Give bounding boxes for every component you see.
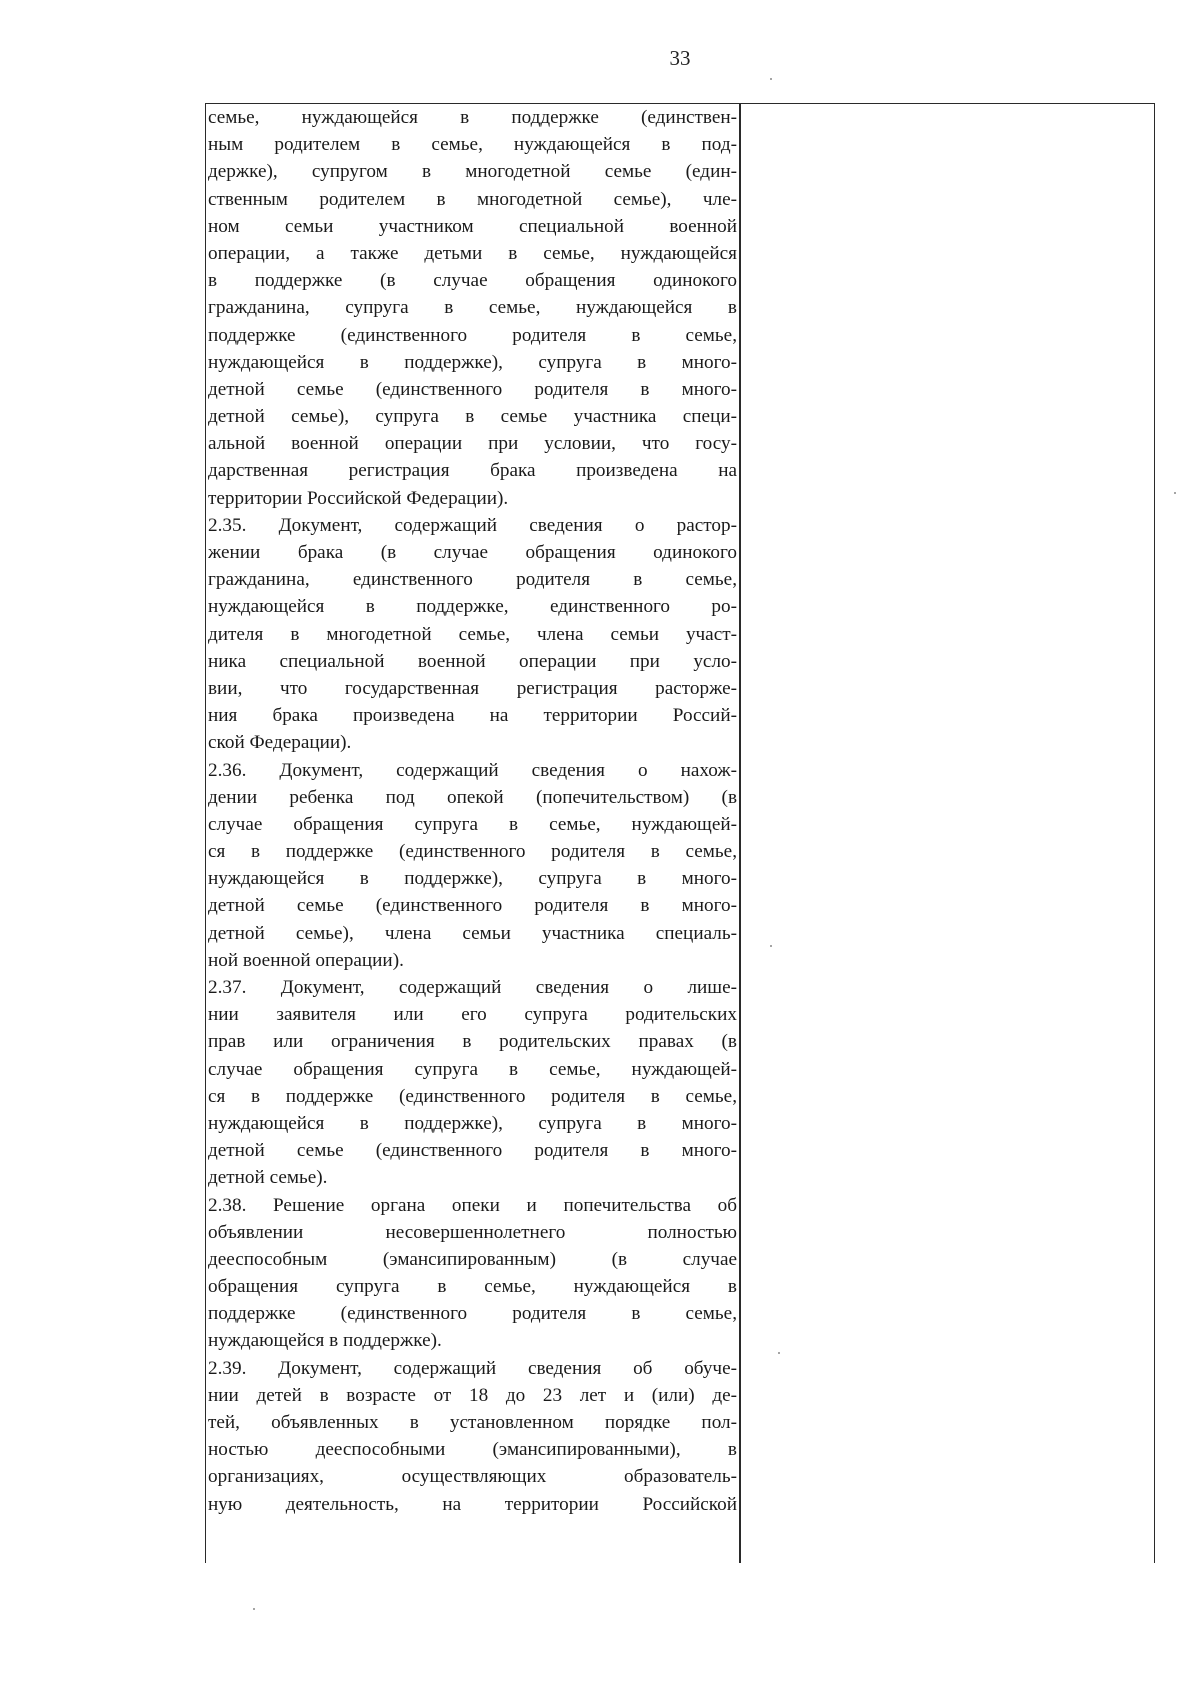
table-cell-documents <box>205 103 741 1563</box>
text-line: случае обращения супруга в семье, нуждающей- <box>208 1058 737 1080</box>
text-line: в поддержке (в случае обращения одинокого <box>208 270 737 292</box>
text-line: 2.35. Документ, содержащий сведения о растор- <box>208 514 737 536</box>
text-line: дителя в многодетной семье, члена семьи участ- <box>208 623 737 645</box>
page-number: 33 <box>669 46 691 70</box>
text-line: прав или ограничения в родительских правах (в <box>208 1031 737 1053</box>
text-line: ся в поддержке (единственного родителя в семье, <box>208 841 737 863</box>
text-line: вии, что государственная регистрация расторже- <box>208 677 737 699</box>
text-line: поддержке (единственного родителя в семье, <box>208 1303 737 1325</box>
text-line: детной семье (единственного родителя в много- <box>208 378 737 400</box>
text-line: жении брака (в случае обращения одинокого <box>208 542 737 563</box>
text-line: поддержке (единственного родителя в семье, <box>208 324 737 346</box>
requirements-table <box>205 103 1155 1563</box>
text-line: ном семьи участником специальной военной <box>208 215 737 237</box>
scan-speck <box>770 945 772 947</box>
text-line: детной семье), супруга в семье участника специ- <box>208 406 737 428</box>
text-line: ной военной операции). <box>208 949 404 971</box>
scan-speck <box>770 78 772 80</box>
text-line: территории Российской Федерации). <box>208 487 509 509</box>
text-line: нуждающейся в поддержке), супруга в много- <box>208 351 737 373</box>
text-line: гражданина, единственного родителя в семье, <box>208 569 737 591</box>
text-line: ственным родителем в многодетной семье), чле- <box>208 188 737 210</box>
text-line: семье, нуждающейся в поддержке (единствен- <box>208 107 737 128</box>
text-line: дарственная регистрация брака произведена на <box>208 460 737 482</box>
text-line: ностью дееспособными (эмансипированными), в <box>208 1439 737 1461</box>
text-line: ния брака произведена на территории Россий- <box>208 705 737 727</box>
text-line: ской Федерации). <box>208 732 352 754</box>
text-line: 2.39. Документ, содержащий сведения об обуче- <box>208 1357 737 1379</box>
text-line: детной семье (единственного родителя в много- <box>208 895 737 917</box>
text-line: нуждающейся в поддержке, единственного ро- <box>208 596 737 618</box>
text-line: ную деятельность, на территории Российской <box>208 1493 737 1515</box>
text-line: держке), супругом в многодетной семье (един- <box>208 161 737 183</box>
scan-speck <box>778 1352 780 1354</box>
cell-text <box>206 104 739 1518</box>
text-line: нуждающейся в поддержке), супруга в много- <box>208 1112 737 1134</box>
text-line: обращения супруга в семье, нуждающейся в <box>208 1276 737 1298</box>
text-line: 2.36. Документ, содержащий сведения о нахож- <box>208 759 737 781</box>
text-line: нии заявителя или его супруга родительских <box>208 1004 737 1026</box>
text-line: операции, а также детьми в семье, нуждающейся <box>208 242 737 264</box>
text-line: детной семье (единственного родителя в много- <box>208 1140 737 1162</box>
text-line: тей, объявленных в установленном порядке пол- <box>208 1412 737 1433</box>
text-line: нии детей в возрасте от 18 до 23 лет и (или) де- <box>208 1384 737 1406</box>
text-line: 2.38. Решение органа опеки и попечительства об <box>208 1194 737 1216</box>
table-cell-empty <box>741 103 1155 1563</box>
scan-speck <box>1174 492 1176 494</box>
text-line: дении ребенка под опекой (попечительством) (в <box>208 786 737 808</box>
text-line: ника специальной военной операции при усло- <box>208 650 737 672</box>
scan-speck <box>253 1608 255 1610</box>
text-line: дееспособным (эмансипированным) (в случае <box>208 1248 737 1270</box>
text-line: случае обращения супруга в семье, нуждающей- <box>208 813 737 835</box>
text-line: детной семье), члена семьи участника специаль- <box>208 922 737 944</box>
text-line: ным родителем в семье, нуждающейся в под- <box>208 134 737 156</box>
text-line: ся в поддержке (единственного родителя в семье, <box>208 1085 737 1107</box>
text-line: 2.37. Документ, содержащий сведения о лише- <box>208 977 737 998</box>
text-line: нуждающейся в поддержке). <box>208 1330 442 1352</box>
text-line: нуждающейся в поддержке), супруга в много- <box>208 868 737 890</box>
text-line: гражданина, супруга в семье, нуждающейся в <box>208 297 737 319</box>
text-line: объявлении несовершеннолетнего полностью <box>208 1221 737 1243</box>
text-line: альной военной операции при условии, что госу- <box>208 433 737 455</box>
text-line: детной семье). <box>208 1167 328 1189</box>
text-line: организациях, осуществляющих образователь- <box>208 1466 737 1488</box>
